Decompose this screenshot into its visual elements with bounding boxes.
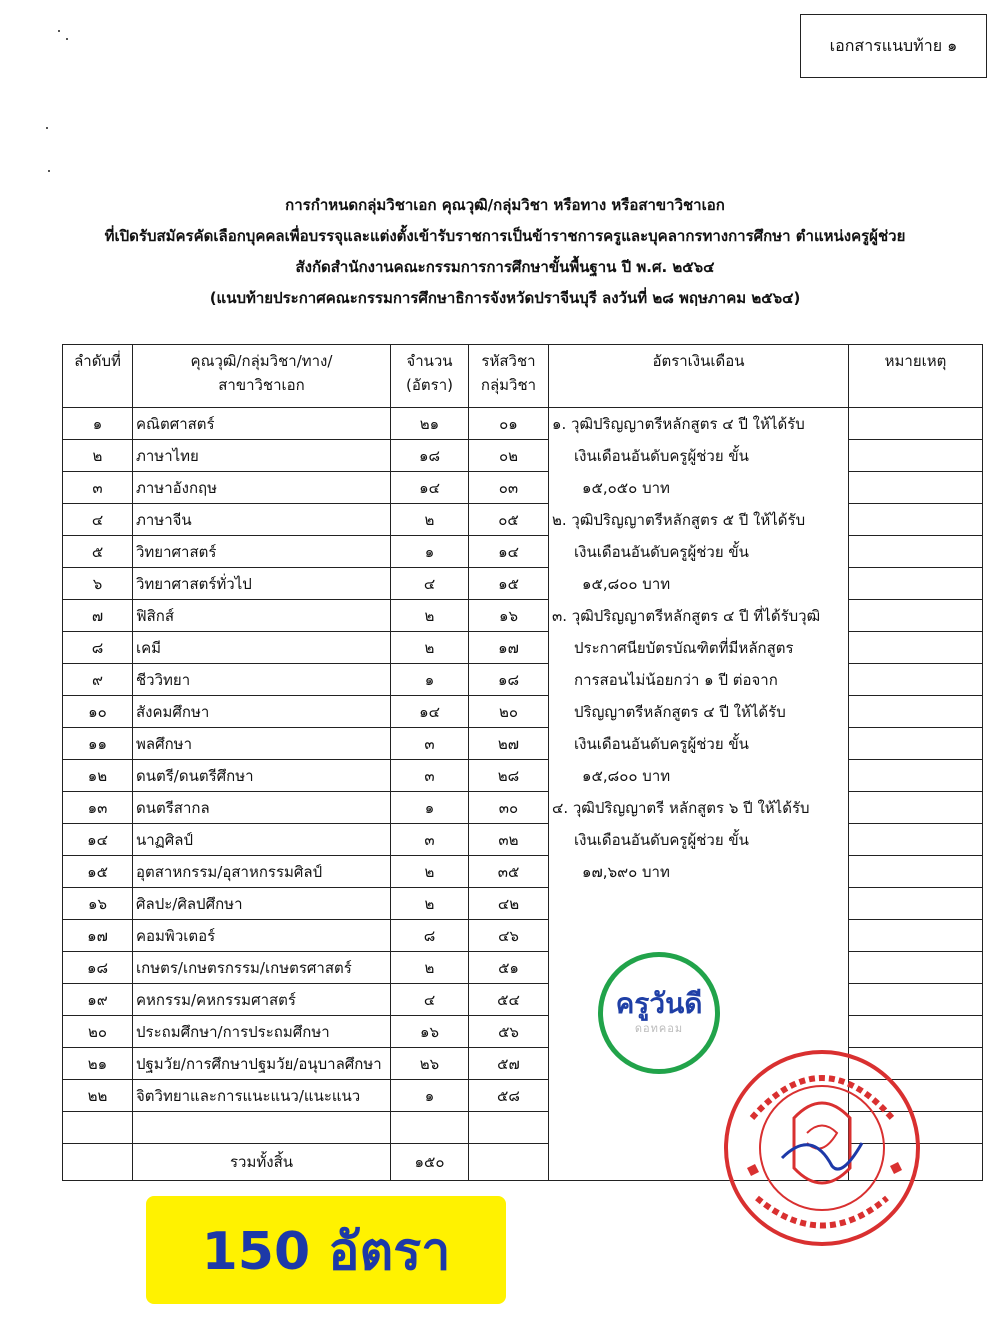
row-code [469,952,549,984]
row-count-text: ๔ [423,574,436,593]
row-count-text: ๒ [424,862,435,881]
row-subject-text: ฟิสิกส์ [136,606,175,625]
row-no-text: ๒ [92,446,103,465]
row-count [391,792,469,824]
row-count-text: ๓ [424,830,435,849]
row-code [469,472,549,504]
table-row [63,984,983,1016]
row-count-text: ๑๘ [418,446,441,465]
row-count-text: ๔ [423,990,436,1009]
row-subject-text: นาฏศิลป์ [136,830,193,849]
row-code-text: ๔๒ [497,894,520,913]
row-code-text: ๑๘ [497,670,520,689]
row-count [391,632,469,664]
row-code-text: ๕๑ [498,958,519,977]
row-salary [549,760,849,792]
row-salary-text: เงินเดือนอันดับครูผู้ช่วย ขั้น [574,830,749,849]
row-code [469,728,549,760]
row-no-text: ๑ [92,414,103,433]
row-code-text: ๐๕ [498,510,519,529]
row-no [63,472,133,504]
row-salary [549,472,849,504]
attachment-label: เอกสารแนบท้าย ๑ [800,14,987,78]
row-code [469,600,549,632]
row-salary [549,888,849,920]
row-code [469,760,549,792]
row-subject-text: พลศึกษา [136,734,192,753]
row-no [63,1080,133,1112]
row-no-text: ๙ [92,670,103,689]
row-no-text: ๑๑ [87,734,108,753]
scan-speck [58,30,60,32]
row-salary-text: ๑๗,๖๙๐ บาท [582,862,670,881]
row-no-text: ๑๘ [86,958,109,977]
row-remark [849,760,983,792]
row-remark [849,1016,983,1048]
row-salary [549,568,849,600]
table-row [63,792,983,824]
table-row [63,888,983,920]
row-no-text: ๑๙ [87,990,108,1009]
row-code [469,1080,549,1112]
row-code [469,408,549,440]
row-no-text: ๗ [91,606,104,625]
watermark-logo [598,952,720,1074]
row-count [391,952,469,984]
row-code-text: ๒๘ [497,766,520,785]
empty-cell [391,1112,469,1144]
row-no [63,440,133,472]
row-remark [849,504,983,536]
row-count [391,536,469,568]
row-salary-text: การสอนไม่น้อยกว่า ๑ ปี ต่อจาก [574,670,778,689]
row-salary [549,920,849,952]
row-no [63,824,133,856]
row-count [391,440,469,472]
row-code-text: ๐๑ [499,414,518,433]
row-code [469,984,549,1016]
row-salary [549,632,849,664]
row-subject-text: สังคมศึกษา [136,702,210,721]
row-count [391,696,469,728]
row-count-text: ๓ [424,734,435,753]
row-code [469,632,549,664]
row-count-text: ๑ [424,798,435,817]
row-code [469,440,549,472]
header-line-4: (แนบท้ายประกาศคณะกรรมการศึกษาธิการจังหวัดปราจีนบุรี ลงวันที่ ๒๘ พฤษภาคม ๒๕๖๔) [209,289,801,307]
total-no [63,1144,133,1181]
row-subject [133,728,391,760]
row-count-text: ๑ [424,542,435,561]
row-no-text: ๓ [92,478,103,497]
row-code-text: ๐๒ [498,446,519,465]
row-no-text: ๑๓ [87,798,108,817]
table-row [63,632,983,664]
row-salary [549,536,849,568]
row-code-text: ๕๗ [497,1054,520,1073]
row-salary-text: ประกาศนียบัตรบัณฑิตที่มีหลักสูตร [574,638,794,657]
row-remark [849,664,983,696]
row-count [391,1016,469,1048]
row-subject-text: ภาษาอังกฤษ [136,478,218,497]
empty-cell [63,1112,133,1144]
row-subject-text: ดนตรี/ดนตรีศึกษา [136,766,254,785]
row-salary-text: ๑. วุฒิปริญญาตรีหลักสูตร ๔ ปี ให้ได้รับ [552,414,805,433]
header-no: ลำดับที่ [63,345,133,408]
row-no [63,664,133,696]
row-salary [549,728,849,760]
row-count-text: ๒ [424,894,435,913]
total-label-text: รวมทั้งสิ้น [230,1153,293,1171]
row-subject-text: ภาษาจีน [136,510,192,529]
row-salary-text: เงินเดือนอันดับครูผู้ช่วย ขั้น [574,542,749,561]
row-subject [133,984,391,1016]
row-code [469,696,549,728]
row-subject [133,408,391,440]
row-subject [133,600,391,632]
row-count-text: ๑ [424,1086,435,1105]
row-subject [133,920,391,952]
row-count [391,824,469,856]
table-row [63,824,983,856]
row-count [391,728,469,760]
row-remark [849,888,983,920]
row-subject-text: ชีววิทยา [136,670,191,689]
row-count [391,856,469,888]
row-salary [549,408,849,440]
row-subject-text: จิตวิทยาและการแนะแนว/แนะแนว [136,1086,361,1105]
row-salary [549,856,849,888]
row-no-text: ๖ [92,574,103,593]
row-code-text: ๑๗ [498,638,519,657]
row-code [469,568,549,600]
header-line-3: สังกัดสำนักงานคณะกรรมการการศึกษาขั้นพื้นฐาน ปี พ.ศ. ๒๕๖๔ [295,258,715,276]
row-count-text: ๑๔ [419,702,440,721]
row-remark [849,728,983,760]
row-subject-text: คณิตศาสตร์ [136,414,215,433]
row-code [469,888,549,920]
row-count [391,408,469,440]
row-remark [849,824,983,856]
row-code [469,824,549,856]
table-row [63,856,983,888]
table-row [63,440,983,472]
row-salary-text: เงินเดือนอันดับครูผู้ช่วย ขั้น [574,734,749,753]
row-subject [133,696,391,728]
table-row [63,504,983,536]
row-salary-text: ๓. วุฒิปริญญาตรีหลักสูตร ๔ ปี ที่ได้รับวุฒิ [552,606,821,625]
row-no [63,984,133,1016]
row-remark [849,920,983,952]
row-remark [849,792,983,824]
table-header-row [63,345,983,408]
table-row [63,920,983,952]
row-count-text: ๑ [424,670,435,689]
row-subject [133,952,391,984]
total-count [391,1144,469,1181]
row-code [469,504,549,536]
header-line-2: ที่เปิดรับสมัครคัดเลือกบุคคลเพื่อบรรจุและแต่งตั้งเข้ารับราชการเป็นข้าราชการครูและบุคลากรทางการศึกษา ตำแหน่งครูผู้ช่วย [104,227,906,245]
row-salary [549,504,849,536]
table-row [63,1016,983,1048]
header-salary: อัตราเงินเดือน [549,345,849,408]
row-no [63,408,133,440]
row-code-text: ๒๗ [497,734,520,753]
row-count [391,472,469,504]
row-salary [549,696,849,728]
row-code [469,664,549,696]
table-row [63,600,983,632]
row-subject [133,824,391,856]
row-code-text: ๕๔ [497,990,520,1009]
row-no-text: ๔ [91,510,104,529]
official-seal-stamp [722,1048,922,1248]
scan-speck [46,127,48,129]
table-row [63,568,983,600]
row-no-text: ๕ [91,542,104,561]
watermark-brand: ครูวันดี [615,987,703,1020]
row-no [63,952,133,984]
row-no-text: ๑๗ [87,926,108,945]
row-count-text: ๘ [423,926,436,945]
row-remark [849,472,983,504]
position-count-badge: 150 อัตรา [146,1196,506,1304]
row-subject-text: เคมี [136,638,162,657]
total-code [469,1144,549,1181]
row-salary-text: ๑๕,๘๐๐ บาท [582,766,671,785]
row-no [63,856,133,888]
row-code-text: ๕๖ [498,1022,519,1041]
row-subject [133,856,391,888]
row-no [63,888,133,920]
table-row [63,472,983,504]
row-count [391,664,469,696]
row-code-text: ๔๖ [498,926,519,945]
row-salary-text: ๑๕,๘๐๐ บาท [582,574,671,593]
row-remark [849,600,983,632]
row-salary [549,824,849,856]
row-subject [133,568,391,600]
row-subject [133,1080,391,1112]
scan-speck [66,38,68,40]
row-salary-text: ๑๕,๐๕๐ บาท [582,478,670,497]
row-count-text: ๒ [424,510,435,529]
row-subject [133,536,391,568]
row-count [391,760,469,792]
row-count-text: ๒๖ [419,1054,440,1073]
row-no [63,1016,133,1048]
table-row [63,536,983,568]
row-subject [133,792,391,824]
row-code [469,920,549,952]
row-code [469,536,549,568]
row-code [469,1016,549,1048]
row-subject [133,440,391,472]
row-remark [849,440,983,472]
table-row [63,728,983,760]
row-subject-text: ภาษาไทย [136,446,199,465]
row-salary [549,440,849,472]
row-count-text: ๒๑ [419,414,440,433]
row-no [63,600,133,632]
row-subject [133,1016,391,1048]
row-salary-text: ปริญญาตรีหลักสูตร ๔ ปี ให้ได้รับ [574,702,786,721]
row-no-text: ๑๔ [87,830,108,849]
row-code-text: ๑๖ [498,606,519,625]
row-no-text: ๑๕ [87,862,108,881]
row-subject [133,472,391,504]
header-count: จำนวน (อัตรา) [391,345,469,408]
row-count [391,1048,469,1080]
total-label [133,1144,391,1181]
row-subject-text: ประถมศึกษา/การประถมศึกษา [136,1022,330,1041]
row-no-text: ๑๒ [87,766,108,785]
row-no [63,536,133,568]
row-count-text: ๒ [424,958,435,977]
row-remark [849,632,983,664]
total-count-text: ๑๕๐ [414,1153,445,1171]
row-salary-text: ๒. วุฒิปริญญาตรีหลักสูตร ๕ ปี ให้ได้รับ [552,510,806,529]
row-count-text: ๓ [424,766,435,785]
row-no [63,760,133,792]
table-row [63,696,983,728]
row-subject [133,888,391,920]
row-no [63,696,133,728]
row-count-text: ๑๔ [419,478,440,497]
row-count [391,888,469,920]
row-count-text: ๒ [424,638,435,657]
empty-cell [133,1112,391,1144]
row-no [63,1048,133,1080]
row-no [63,792,133,824]
row-subject-text: ศิลปะ/ศิลปศึกษา [136,894,243,913]
row-salary-text: เงินเดือนอันดับครูผู้ช่วย ขั้น [574,446,749,465]
row-code-text: ๒๐ [498,702,519,721]
row-code-text: ๓๐ [498,798,519,817]
row-remark [849,568,983,600]
row-salary [549,600,849,632]
scan-speck [48,170,50,172]
row-no-text: ๑๖ [87,894,108,913]
row-no-text: ๑๐ [88,702,107,721]
row-no-text: ๒๑ [87,1054,108,1073]
row-no [63,504,133,536]
row-code-text: ๕๘ [497,1086,520,1105]
row-code-text: ๓๕ [497,862,520,881]
row-subject-text: เกษตร/เกษตรกรรม/เกษตรศาสตร์ [136,958,352,977]
header-code: รหัสวิชา กลุ่มวิชา [469,345,549,408]
row-remark [849,984,983,1016]
watermark-sub: ดอทคอม [634,1022,684,1035]
row-subject-text: วิทยาศาสตร์ทั่วไป [136,574,252,593]
row-salary [549,664,849,696]
row-subject [133,504,391,536]
row-subject-text: อุตสาหกรรม/อุสาหกรรมศิลป์ [136,862,323,881]
row-subject-text: คหกรรม/คหกรรมศาสตร์ [136,990,296,1009]
row-subject-text: ดนตรีสากล [136,798,210,817]
row-subject [133,632,391,664]
row-remark [849,696,983,728]
empty-cell [469,1112,549,1144]
row-count [391,920,469,952]
row-code-text: ๓๒ [498,830,519,849]
table-row [63,664,983,696]
table-row [63,408,983,440]
row-count-text: ๑๖ [419,1022,440,1041]
row-remark [849,952,983,984]
header-subject: คุณวุฒิ/กลุ่มวิชา/ทาง/ สาขาวิชาเอก [133,345,391,408]
row-subject [133,760,391,792]
row-salary-text: ๔. วุฒิปริญญาตรี หลักสูตร ๖ ปี ให้ได้รับ [552,798,810,817]
row-no-text: ๒๒ [87,1086,108,1105]
table-row [63,952,983,984]
row-remark [849,856,983,888]
row-salary [549,792,849,824]
row-code-text: ๐๓ [498,478,519,497]
header-line-1: การกำหนดกลุ่มวิชาเอก คุณวุฒิ/กลุ่มวิชา หรือทาง หรือสาขาวิชาเอก [285,196,725,214]
row-subject-text: คอมพิวเตอร์ [136,926,216,945]
row-no [63,728,133,760]
row-count-text: ๒ [424,606,435,625]
row-code [469,1048,549,1080]
row-count [391,984,469,1016]
row-subject-text: วิทยาศาสตร์ [136,542,217,561]
row-code-text: ๑๔ [498,542,519,561]
row-count [391,1080,469,1112]
table-row [63,760,983,792]
row-no [63,568,133,600]
row-remark [849,536,983,568]
document-header [30,190,980,314]
row-remark [849,408,983,440]
row-code [469,856,549,888]
row-count [391,504,469,536]
row-no-text: ๒๐ [87,1022,108,1041]
row-code-text: ๑๕ [498,574,519,593]
row-code [469,792,549,824]
row-no [63,632,133,664]
row-no [63,920,133,952]
row-subject-text: ปฐมวัย/การศึกษาปฐมวัย/อนุบาลศึกษา [136,1054,382,1073]
row-subject [133,1048,391,1080]
row-no-text: ๘ [91,638,104,657]
row-count [391,600,469,632]
row-subject [133,664,391,696]
row-count [391,568,469,600]
header-remark: หมายเหตุ [849,345,983,408]
